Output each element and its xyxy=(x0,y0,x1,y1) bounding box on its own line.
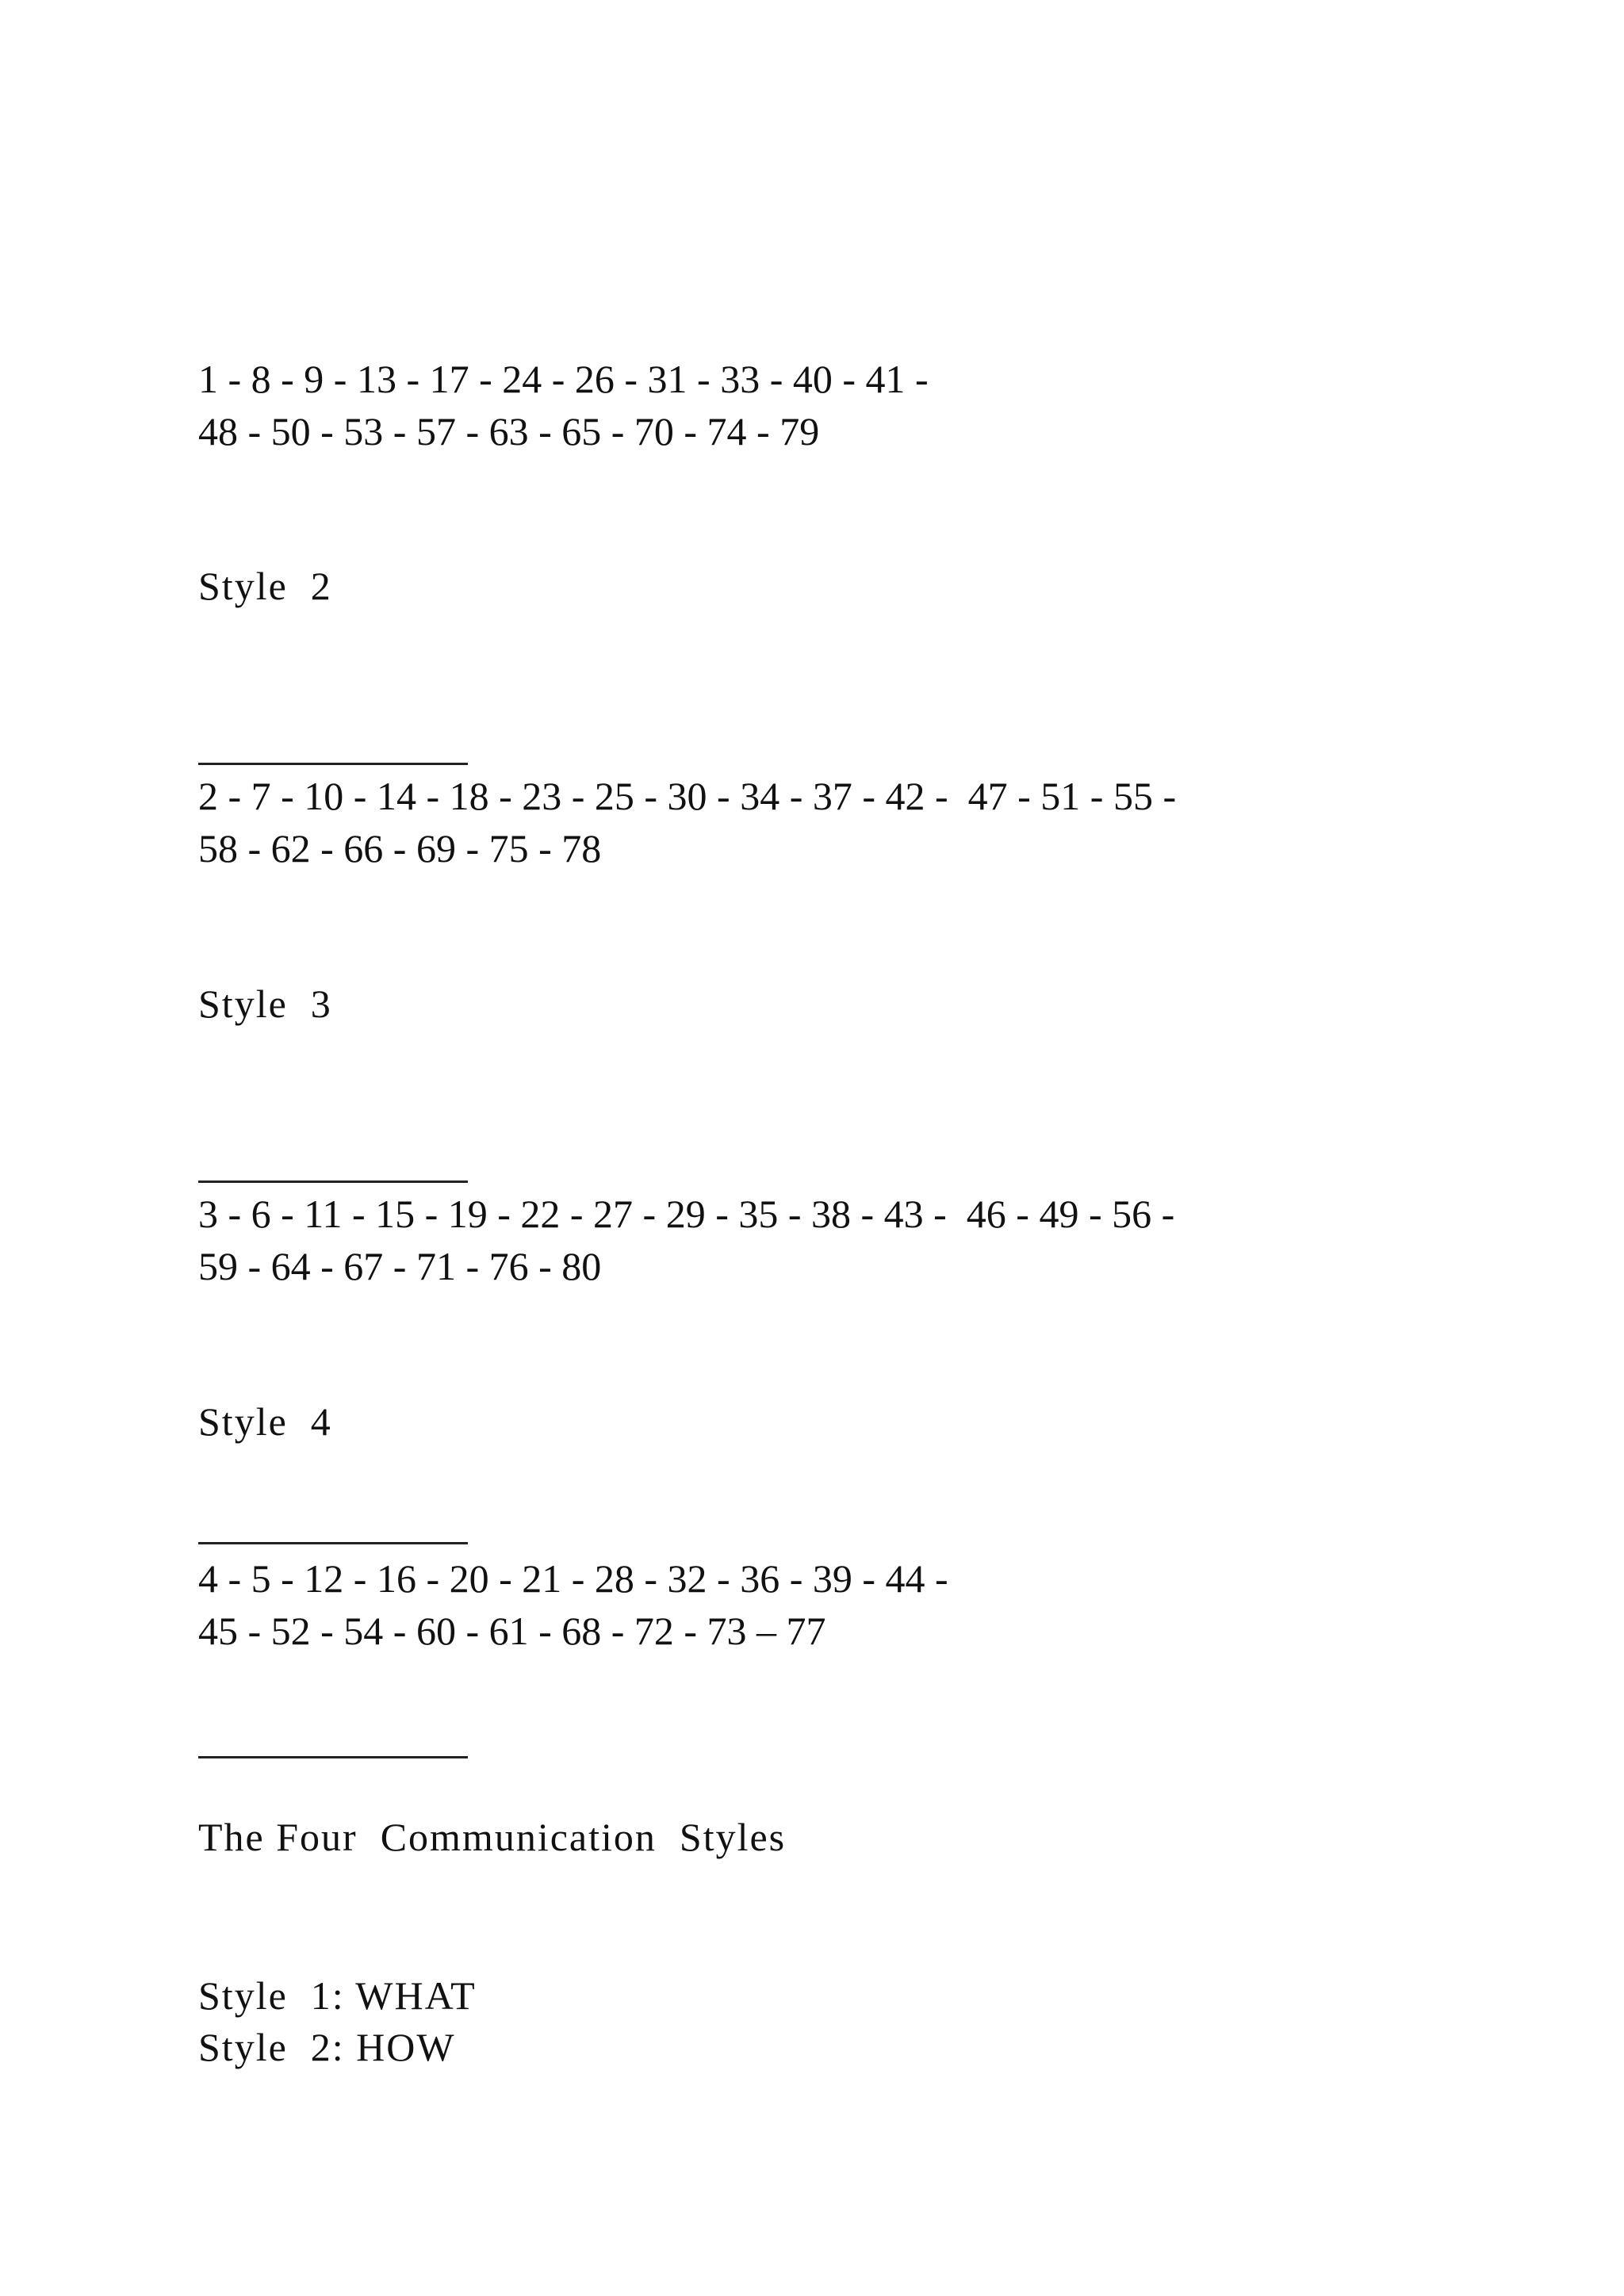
style4-answer-blank xyxy=(198,1542,468,1544)
style2-label: Style 2: HOW xyxy=(198,2025,456,2069)
style2-numbers-line1: 2 - 7 - 10 - 14 - 18 - 23 - 25 - 30 - 34 - 37 - 42 - 47 - 51 - 55 - xyxy=(198,774,1177,818)
style3-numbers-line2: 59 - 64 - 67 - 71 - 76 - 80 xyxy=(198,1244,602,1288)
style1-numbers-line2: 48 - 50 - 53 - 57 - 63 - 65 - 70 - 74 - 79 xyxy=(198,409,820,453)
style1-label: Style 1: WHAT xyxy=(198,1973,477,2018)
style2-answer-blank xyxy=(198,763,468,765)
final-answer-blank xyxy=(198,1756,468,1758)
style3-heading: Style 3 xyxy=(198,982,332,1026)
section-title: The Four Communication Styles xyxy=(198,1815,787,1859)
style2-heading: Style 2 xyxy=(198,564,332,608)
style4-numbers-line2: 45 - 52 - 54 - 60 - 61 - 68 - 72 - 73 – 77 xyxy=(198,1609,826,1653)
style1-numbers-line1: 1 - 8 - 9 - 13 - 17 - 24 - 26 - 31 - 33 - 40 - 41 - xyxy=(198,357,929,401)
style3-answer-blank xyxy=(198,1181,468,1183)
style3-numbers-line1: 3 - 6 - 11 - 15 - 19 - 22 - 27 - 29 - 35 - 38 - 43 - 46 - 49 - 56 - xyxy=(198,1192,1175,1236)
style2-numbers-line2: 58 - 62 - 66 - 69 - 75 - 78 xyxy=(198,826,602,871)
style4-heading: Style 4 xyxy=(198,1399,332,1444)
style4-numbers-line1: 4 - 5 - 12 - 16 - 20 - 21 - 28 - 32 - 36 - 39 - 44 - xyxy=(198,1556,948,1601)
